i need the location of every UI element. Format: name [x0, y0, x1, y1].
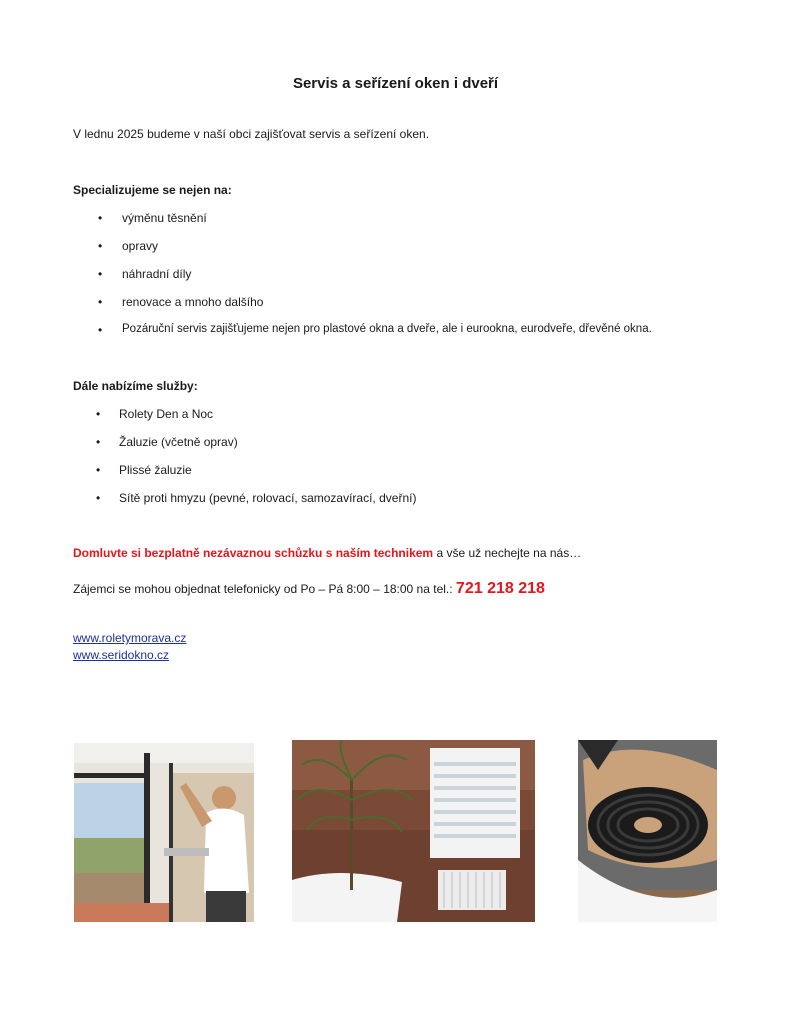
link-roletymorava-row: [73, 631, 186, 645]
page-title: Servis a seřízení oken i dveří: [292, 75, 499, 92]
cta-rest: a vše už nechejte na nás…: [433, 546, 582, 560]
bullet: •: [98, 295, 103, 309]
photo-window-technician-image: [74, 743, 254, 922]
photo-window-technician: [74, 743, 254, 922]
contact-line: [73, 580, 545, 598]
list-item-text: opravy: [122, 239, 159, 253]
bullet: •: [96, 407, 101, 421]
list-item-text: výměnu těsnění: [122, 211, 207, 225]
photo-seal-spool-image: [578, 740, 717, 922]
photo-bathroom-blinds-image: [292, 740, 535, 922]
list-item-text: Žaluzie (včetně oprav): [119, 435, 238, 449]
list-item-text: náhradní díly: [122, 267, 192, 281]
phone-number: 721 218 218: [455, 580, 545, 597]
section-specialization-heading: Specializujeme se nejen na:: [73, 183, 232, 197]
link-roletymorava[interactable]: www.roletymorava.cz: [73, 631, 187, 645]
bullet: •: [98, 267, 103, 281]
bullet: •: [98, 211, 103, 225]
bullet: •: [96, 463, 101, 477]
contact-text: Zájemci se mohou objednat telefonicky od Po – Pá 8:00 – 18:00 na tel.:: [73, 582, 456, 596]
list-item-text: Pozáruční servis zajišťujeme nejen pro plastové okna a dveře, ale i eurookna, eurodveře, dřevěné okna.: [122, 323, 652, 335]
list-item-text: Plissé žaluzie: [119, 463, 192, 477]
photo-bathroom-blinds: [292, 740, 535, 922]
photo-seal-spool: [578, 740, 717, 922]
list-item-text: renovace a mnoho dalšího: [122, 295, 264, 309]
bullet: •: [96, 491, 101, 505]
intro-text: V lednu 2025 budeme v naší obci zajišťovat servis a seřízení oken.: [73, 127, 430, 141]
section-services-heading: Dále nabízíme služby:: [73, 379, 198, 393]
bullet: •: [98, 323, 103, 337]
list-item-text: Rolety Den a Noc: [119, 407, 214, 421]
list-item-text: Sítě proti hmyzu (pevné, rolovací, samozavírací, dveřní): [119, 491, 417, 505]
link-seridokno-row: [73, 648, 169, 662]
cta-highlight: Domluvte si bezplatně nezávaznou schůzku s naším technikem: [73, 546, 434, 560]
call-to-action: [73, 546, 581, 560]
bullet: •: [96, 435, 101, 449]
bullet: •: [98, 239, 103, 253]
link-seridokno[interactable]: www.seridokno.cz: [73, 648, 170, 662]
